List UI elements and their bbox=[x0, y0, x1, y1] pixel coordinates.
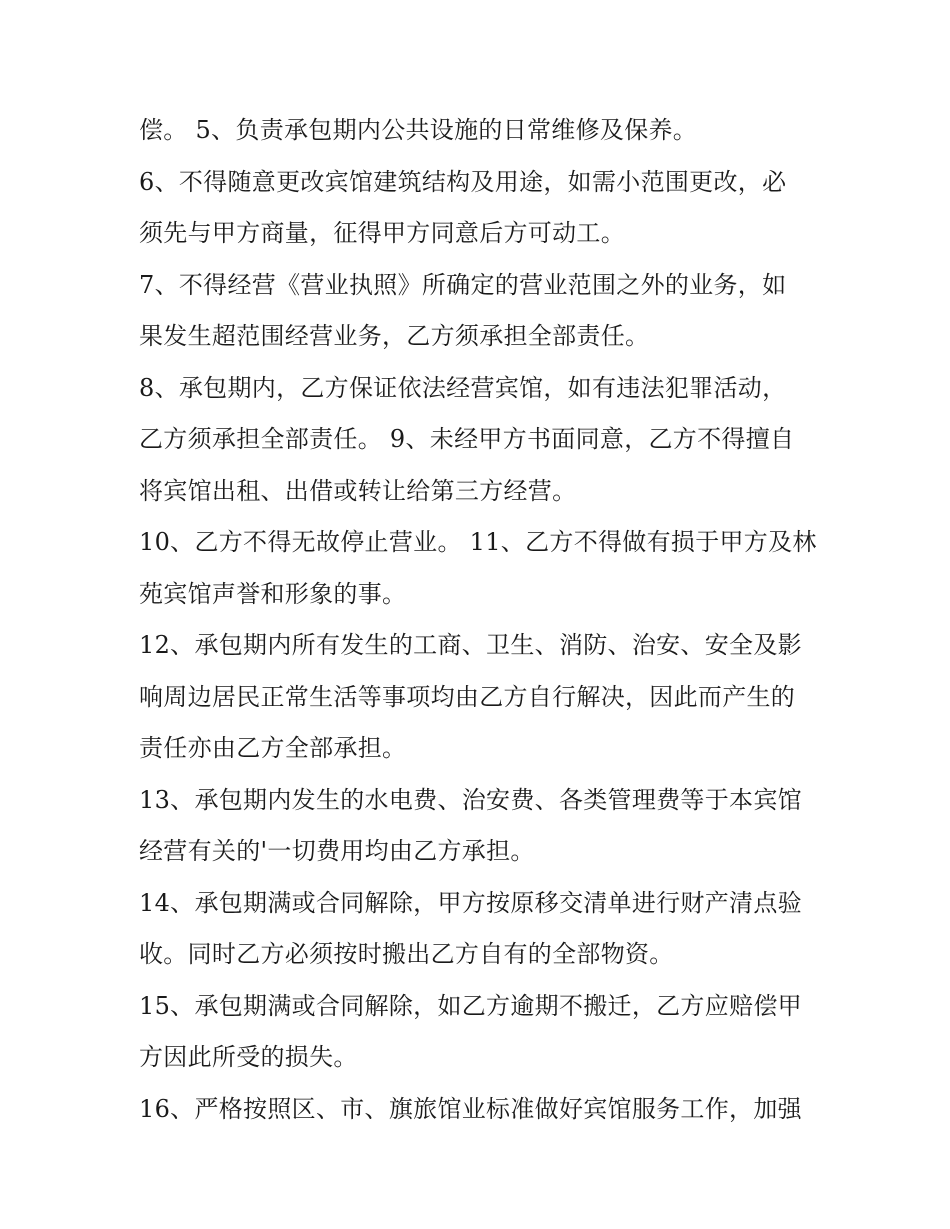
text-line: 16、严格按照区、市、旗旅馆业标准做好宾馆服务工作，加强 bbox=[139, 1094, 802, 1123]
text-line: 责任亦由乙方全部承担。 bbox=[139, 734, 407, 762]
text-line: 方因此所受的损失。 bbox=[139, 1043, 358, 1071]
text-line: 果发生超范围经营业务，乙方须承担全部责任。 bbox=[139, 322, 650, 350]
contract-text bbox=[139, 105, 819, 1135]
text-line: 6、不得随意更改宾馆建筑结构及用途，如需小范围更改，必 bbox=[139, 167, 787, 196]
text-line: 须先与甲方商量，征得甲方同意后方可动工。 bbox=[139, 219, 625, 247]
text-line: 12、承包期内所有发生的工商、卫生、消防、治安、安全及影 bbox=[139, 631, 802, 659]
text-line: 收。同时乙方必须按时搬出乙方自有的全部物资。 bbox=[139, 940, 674, 968]
text-line: 15、承包期满或合同解除，如乙方逾期不搬迁，乙方应赔偿甲 bbox=[139, 991, 802, 1020]
text-line: 经营有关的'一切费用均由乙方承担。 bbox=[139, 837, 535, 865]
text-line: 14、承包期满或合同解除，甲方按原移交清单进行财产清点验 bbox=[139, 888, 802, 917]
text-line: 10、乙方不得无故停止营业。 11、乙方不得做有损于甲方及林 bbox=[139, 528, 817, 556]
text-line: 8、承包期内，乙方保证依法经营宾馆，如有违法犯罪活动， bbox=[139, 373, 787, 402]
text-line: 响周边居民正常生活等事项均由乙方自行解决，因此而产生的 bbox=[139, 682, 796, 711]
text-line: 苑宾馆声誉和形象的事。 bbox=[139, 579, 407, 608]
text-line: 13、承包期内发生的水电费、治安费、各类管理费等于本宾馆 bbox=[139, 785, 802, 814]
text-line: 将宾馆出租、出借或转让给第三方经营。 bbox=[139, 476, 577, 505]
text-line: 7、不得经营《营业执照》所确定的营业范围之外的业务，如 bbox=[139, 270, 787, 299]
text-line: 乙方须承担全部责任。 9、未经甲方书面同意，乙方不得擅自 bbox=[139, 425, 795, 453]
text-line: 偿。 5、负责承包期内公共设施的日常维修及保养。 bbox=[139, 116, 698, 144]
